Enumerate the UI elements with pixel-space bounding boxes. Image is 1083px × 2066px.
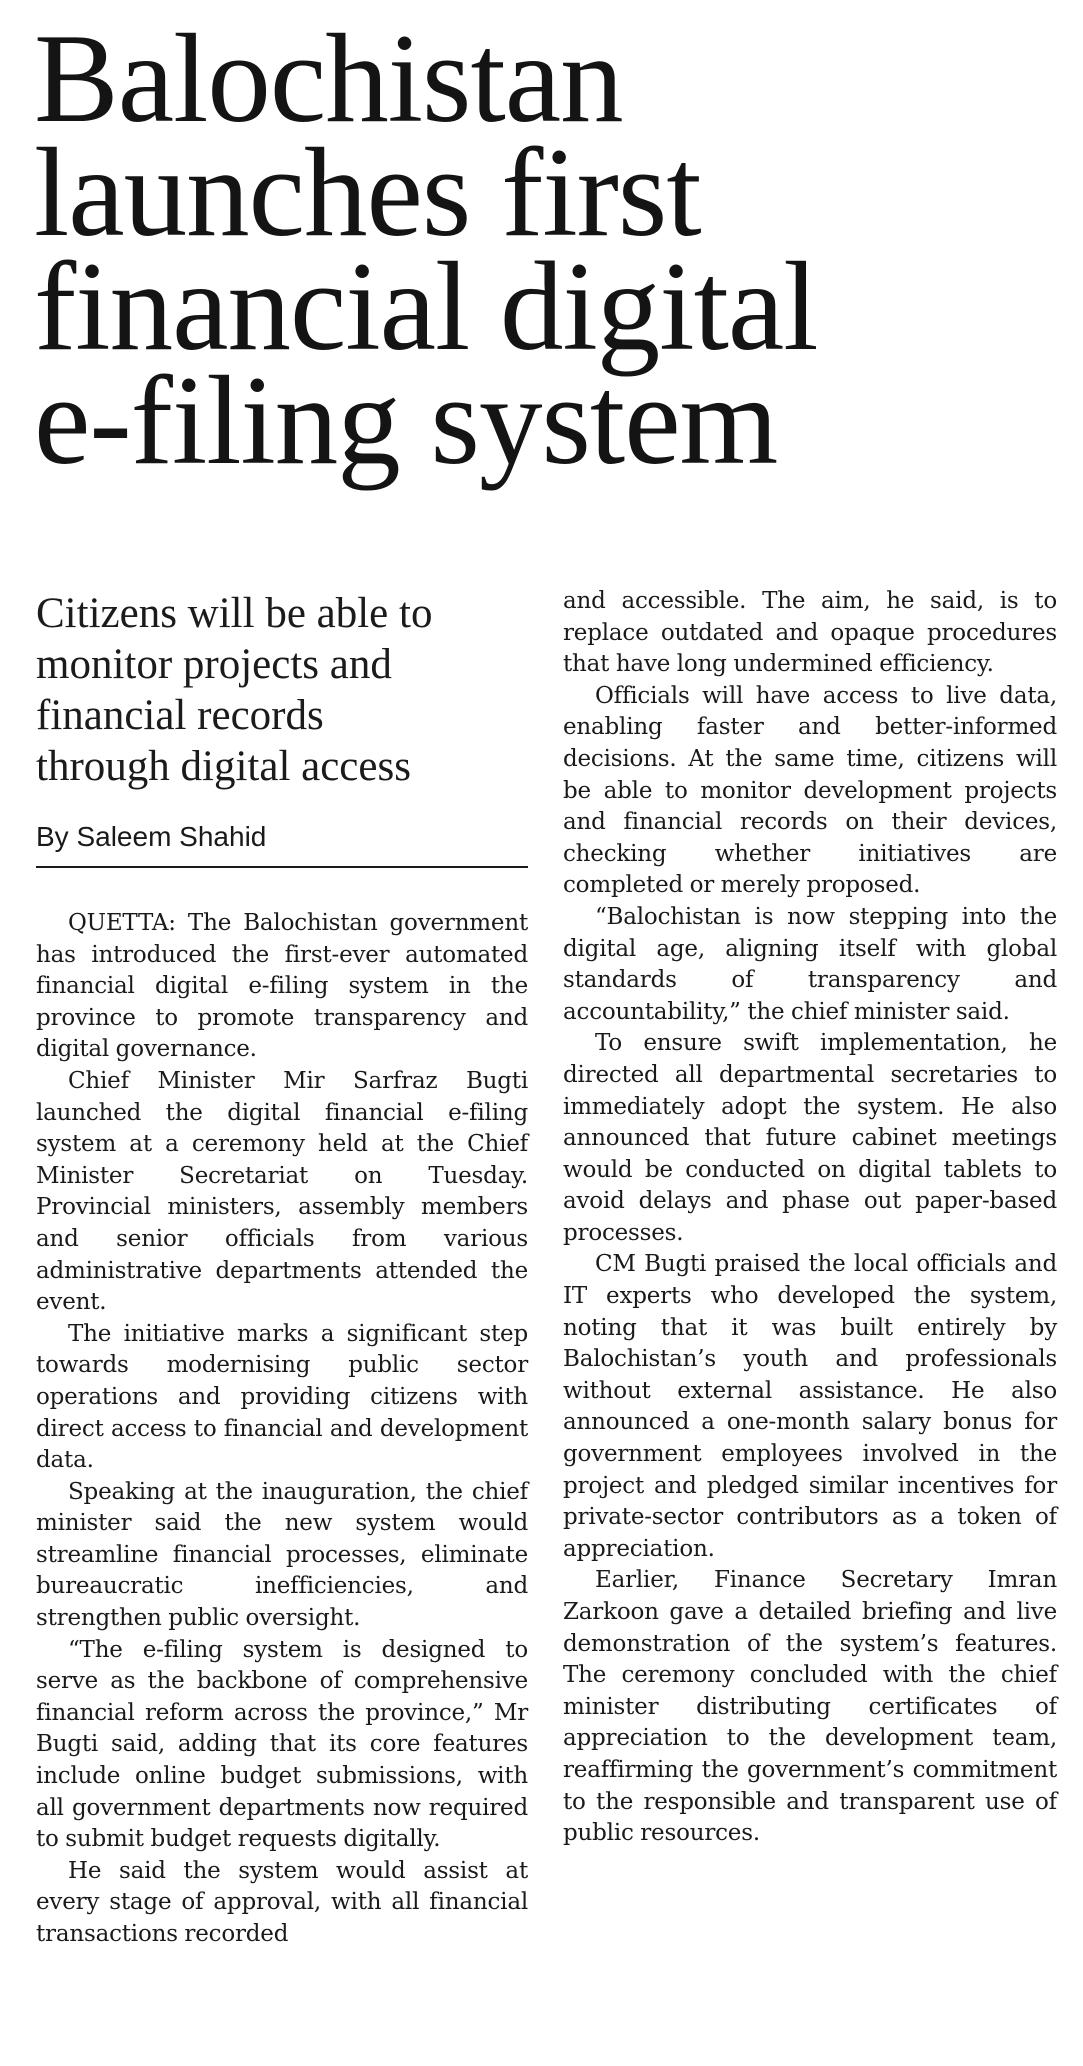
paragraph: He said the system would assist at every stage of approval, with all financial transactions recorded xyxy=(36,1857,528,1947)
paragraph: Chief Minister Mir Sarfraz Bugti launched the digital financial e-filing system at a ceremony held at the Chief Minister Secretariat on Tuesday. Provincial ministers, assembly members and senior officials from various administrative departments attended the event. xyxy=(36,1067,528,1316)
paragraph: “The e-filing system is designed to serve as the backbone of comprehensive financial reform across the province,” Mr Bugti said, adding that its core features include online budget submissions, with all government departments now required to submit budget requests digitally. xyxy=(36,1636,528,1853)
subheadline xyxy=(36,588,528,792)
headline-line: financial digital xyxy=(34,237,818,377)
paragraph: The initiative marks a significant step towards modernising public sector operations and providing citizens with direct access to financial and development data. xyxy=(36,1320,528,1474)
subheadline-line: Citizens will be able to xyxy=(36,590,433,637)
paragraph-continued: and accessible. The aim, he said, is to replace outdated and opaque procedures that have long undermined efficiency. xyxy=(563,588,1057,678)
article-body-left xyxy=(36,908,528,1951)
headline xyxy=(34,9,1054,491)
paragraph: QUETTA: The Balochistan government has introduced the first-ever automated financial digital e-filing system in the province to promote transparency and digital governance. xyxy=(36,910,528,1063)
paragraph: “Balochistan is now stepping into the digital age, aligning itself with global standards of transparency and accountability,” the chief minister said. xyxy=(563,903,1057,1025)
left-column xyxy=(36,588,528,1951)
paragraph: To ensure swift implementation, he directed all departmental secretaries to immediately adopt the system. He also announced that future cabinet meetings would be conducted on digital tablets to avoid delays and phase out paper-based processes. xyxy=(563,1030,1057,1246)
article-body-right xyxy=(563,586,1057,1850)
subheadline-line: monitor projects and xyxy=(36,641,392,688)
byline: By Saleem Shahid xyxy=(36,820,528,868)
headline-line: Balochistan xyxy=(34,9,623,149)
paragraph: CM Bugti praised the local officials and IT experts who developed the system, noting that it was built entirely by Balochistan’s youth and professionals without external assistance. He also announced a one-month salary bonus for government employees involved in the project and pledged similar incentives for private-sector contributors as a token of appreciation. xyxy=(563,1251,1057,1562)
paragraph: Earlier, Finance Secretary Imran Zarkoon gave a detailed briefing and live demonstration of the system’s features. The ceremony concluded with the chief minister distributing certificates of appreciation to the development team, reaffirming the government’s commitment to the responsible and transparent use of public resources. xyxy=(563,1567,1057,1847)
headline-line: e-filing system xyxy=(34,351,778,491)
subheadline-line: financial records xyxy=(36,692,324,739)
paragraph: Officials will have access to live data, enabling faster and better-informed decisions. At the same time, citizens will be able to monitor development projects and financial records on their devices, checking whether initiatives are completed or merely proposed. xyxy=(563,682,1057,899)
subheadline-line: through digital access xyxy=(36,743,411,790)
paragraph: Speaking at the inauguration, the chief minister said the new system would streamline financial processes, eliminate bureaucratic inefficiencies, and strengthen public oversight. xyxy=(36,1478,528,1632)
headline-line: launches first xyxy=(34,123,701,263)
